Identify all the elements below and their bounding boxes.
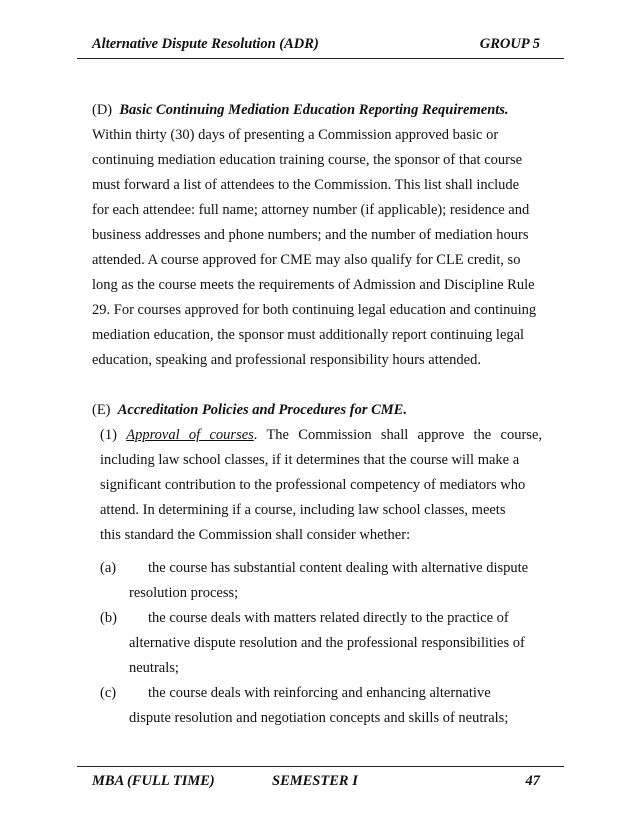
subsection-1-title: Approval of courses — [126, 427, 254, 443]
paragraph-line: long as the course meets the requirements of Admission and Discipline Rule — [92, 277, 535, 293]
subsection-1-first-text: . The Commission shall approve the course, — [253, 427, 543, 443]
paragraph-line: business addresses and phone numbers; and the number of mediation hours — [92, 227, 529, 243]
subsection-1-label: (1) — [100, 427, 117, 443]
item-text: the course deals with matters related directly to the practice of — [148, 610, 509, 626]
paragraph-line: attended. A course approved for CME may also qualify for CLE credit, so — [92, 252, 521, 268]
document-body — [92, 98, 542, 731]
paragraph-line: education, speaking and professional responsibility hours attended. — [92, 352, 481, 368]
footer-program: MBA (FULL TIME) — [92, 773, 215, 789]
section-d-label: (D) — [92, 102, 113, 118]
paragraph-line: including law school classes, if it determines that the course will make a — [100, 452, 520, 468]
paragraph-line: continuing mediation education training course, the sponsor of that course — [92, 152, 523, 168]
paragraph-line: 29. For courses approved for both continuing legal education and continuing — [92, 302, 537, 318]
section-e — [92, 398, 542, 731]
page-number: 47 — [525, 773, 540, 789]
list-item-c — [100, 681, 542, 731]
paragraph-line: must forward a list of attendees to the Commission. This list shall include — [92, 177, 520, 193]
page-header — [92, 36, 540, 58]
paragraph-line: attend. In determining if a course, including law school classes, meets — [100, 502, 506, 518]
list-item-a — [100, 556, 542, 606]
item-text-continued: resolution process; — [129, 585, 239, 601]
paragraph-line: this standard the Commission shall consider whether: — [100, 527, 411, 543]
item-text: the course has substantial content dealing with alternative dispute — [148, 560, 529, 576]
item-label: (c) — [100, 685, 117, 701]
section-e-label: (E) — [92, 402, 111, 418]
page-footer — [92, 773, 540, 795]
paragraph-line: for each attendee: full name; attorney number (if applicable); residence and — [92, 202, 530, 218]
subsection-1-first-line — [100, 423, 542, 448]
paragraph-line: significant contribution to the professional competency of mediators who — [100, 477, 526, 493]
header-rule — [77, 58, 564, 59]
section-d — [92, 98, 542, 373]
footer-semester: SEMESTER I — [272, 773, 358, 789]
item-text: the course deals with reinforcing and enhancing alternative — [148, 685, 491, 701]
header-group: GROUP 5 — [479, 36, 540, 52]
section-e-title: Accreditation Policies and Procedures for CME. — [117, 402, 407, 418]
list-item-b — [100, 606, 542, 681]
item-text-continued: neutrals; — [129, 660, 179, 676]
subsection-1 — [92, 423, 542, 731]
section-d-title: Basic Continuing Mediation Education Reporting Requirements. — [119, 102, 509, 118]
paragraph-line: Within thirty (30) days of presenting a Commission approved basic or — [92, 127, 499, 143]
footer-rule — [77, 766, 564, 767]
header-title: Alternative Dispute Resolution (ADR) — [92, 36, 319, 52]
paragraph-line: mediation education, the sponsor must additionally report continuing legal — [92, 327, 525, 343]
item-text-continued: alternative dispute resolution and the professional responsibilities of — [129, 635, 525, 651]
item-label: (a) — [100, 560, 117, 576]
item-label: (b) — [100, 610, 117, 626]
item-text-continued: dispute resolution and negotiation concepts and skills of neutrals; — [129, 710, 509, 726]
